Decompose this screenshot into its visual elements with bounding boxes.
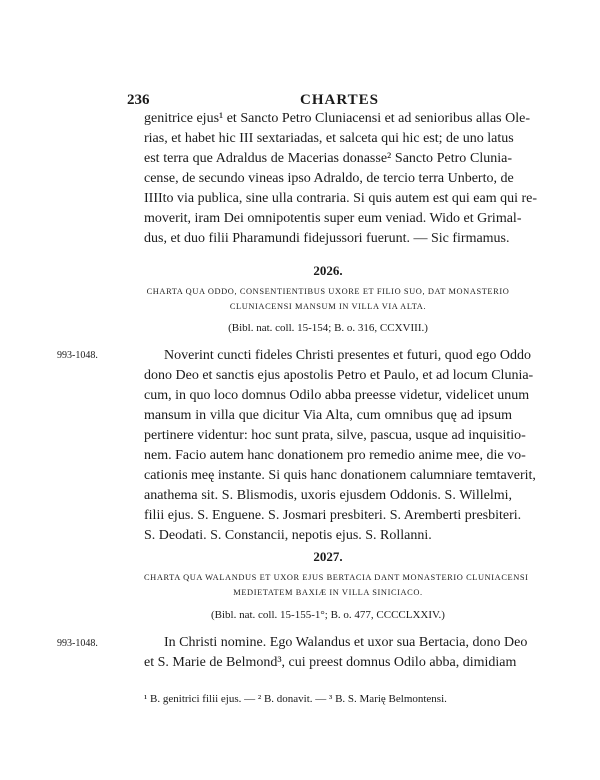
charter-title xyxy=(144,284,512,314)
source-reference: (Bibl. nat. coll. 15-154; B. o. 316, CCXVIII.) xyxy=(228,322,428,334)
margin-date: 993-1048. xyxy=(57,638,98,649)
source-reference: (Bibl. nat. coll. 15-155-1°; B. o. 477, CCCCLXXIV.) xyxy=(211,609,445,621)
footnotes: ¹ B. genitrici filii ejus. — ² B. donavit. — ³ B. S. Marię Belmontensi. xyxy=(144,693,447,705)
text-line: dono Deo et sanctis ejus apostolis Petro et Paulo, et ad locum Clunia- xyxy=(144,368,534,383)
text-line: moverit, iram Dei omnipotentis super eum veniad. Wido et Grimal- xyxy=(144,211,522,226)
charter-title xyxy=(144,570,529,600)
text-line: est terra que Adraldus de Macerias donasse² Sancto Petro Clunia- xyxy=(144,151,512,166)
charter-title-line: CLUNIACENSI MANSUM IN VILLA VIA ALTA. xyxy=(229,302,427,311)
charter-number: 2026. xyxy=(313,263,343,278)
text-line: pertinere videntur: hoc sunt prata, silve, pascua, usque ad inquisitio- xyxy=(144,428,526,443)
text-line: et S. Marie de Belmond³, cui preest domnus Odilo abba, dimidiam xyxy=(144,655,517,670)
text-line: filii ejus. S. Enguene. S. Josmari presbiteri. S. Aremberti presbiteri. xyxy=(144,508,522,523)
text-line: rias, et habet hic III sextariadas, et salceta qui hic est; de uno latus xyxy=(144,131,514,146)
charter-title-line: CHARTA QUA WALANDUS ET UXOR EJUS BERTACIA DANT MONASTERIO CLUNIACENSI xyxy=(144,573,529,582)
charter-title-line: MEDIETATEM BAXIÆ IN VILLA SINICIACO. xyxy=(233,588,423,597)
charter-title-line: CHARTA QUA ODDO, CONSENTIENTIBUS UXORE ET FILIO SUO, DAT MONASTERIO xyxy=(146,287,510,296)
text-line: dus, et duo filii Pharamundi fidejussori fuerunt. — Sic firmamus. xyxy=(144,231,510,246)
text-line: anathema sit. S. Blismodis, uxoris ejusdem Oddonis. S. Willelmi, xyxy=(144,488,512,503)
charter-text xyxy=(144,633,528,673)
charter-text xyxy=(144,346,536,546)
page-number: 236 xyxy=(127,92,150,108)
running-head: CHARTES xyxy=(300,92,379,108)
margin-date: 993-1048. xyxy=(57,350,98,361)
text-line: genitrice ejus¹ et Sancto Petro Cluniacensi et ad senioribus allas Ole- xyxy=(144,111,530,126)
text-line: In Christi nomine. Ego Walandus et uxor sua Bertacia, dono Deo xyxy=(164,635,528,650)
charter-number: 2027. xyxy=(313,549,343,564)
text-line: nem. Facio autem hanc donationem pro remedio anime mee, die vo- xyxy=(144,448,526,463)
text-line: mansum in villa que dicitur Via Alta, cum omnibus quę ad ipsum xyxy=(144,408,512,423)
text-line: cense, de secundo vineas ipso Adraldo, de tercio terra Unberto, de xyxy=(144,171,514,186)
continuation-text xyxy=(144,109,538,249)
text-line: S. Deodati. S. Constancii, nepotis ejus. S. Rollanni. xyxy=(144,528,432,543)
text-line: cationis meę instante. Si quis hanc donationem calumniare temtaverit, xyxy=(144,468,536,483)
text-line: IIIIto via publica, sine ulla contraria. Si quis autem est qui eam qui re- xyxy=(144,191,538,206)
text-line: Noverint cuncti fideles Christi presentes et futuri, quod ego Oddo xyxy=(164,348,532,363)
text-line: cum, in quo loco domnus Odilo abba preesse videtur, videlicet unum xyxy=(144,388,530,403)
